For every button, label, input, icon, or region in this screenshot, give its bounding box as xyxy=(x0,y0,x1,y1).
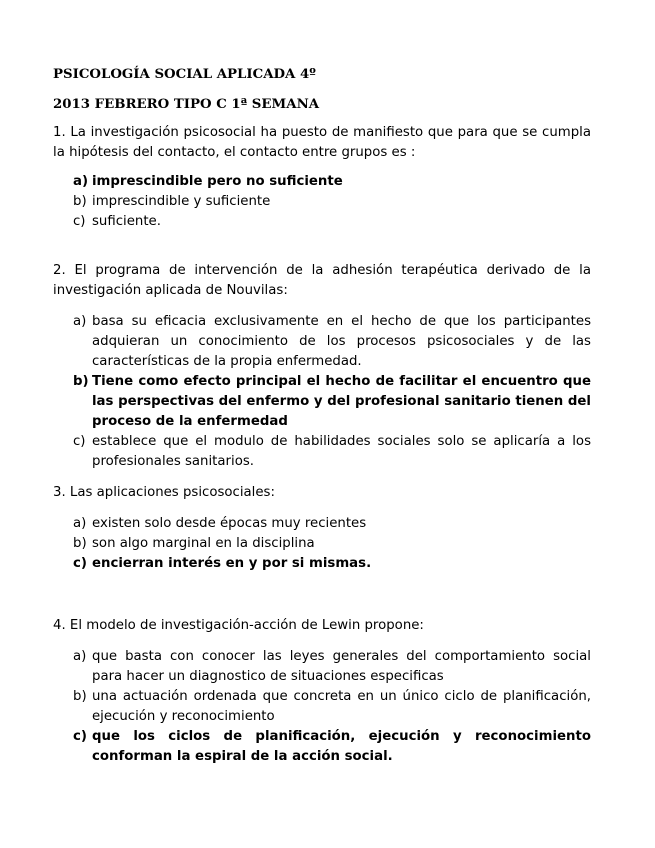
option-a xyxy=(73,172,591,192)
option-letter: c) xyxy=(73,556,87,571)
option-b xyxy=(73,687,591,727)
option-text: imprescindible pero no suficiente xyxy=(92,174,343,189)
option-letter: c) xyxy=(73,214,86,229)
option-letter: a) xyxy=(73,174,89,189)
option-letter: a) xyxy=(73,314,87,329)
option-c xyxy=(73,432,591,472)
option-b xyxy=(73,192,591,212)
question-4 xyxy=(53,616,591,767)
option-c xyxy=(73,727,591,767)
option-a xyxy=(73,312,591,372)
option-letter: b) xyxy=(73,374,89,389)
option-letter: b) xyxy=(73,194,87,209)
question-2 xyxy=(53,261,591,472)
option-letter: c) xyxy=(73,434,86,449)
option-text: que basta con conocer las leyes generales del comportamiento social para hacer un diagnostico de situaciones especificas xyxy=(92,649,591,684)
question-text: 2. El programa de intervención de la adhesión terapéutica derivado de la investigación aplicada de Nouvilas: xyxy=(53,263,591,298)
option-letter: b) xyxy=(73,536,87,551)
option-text: que los ciclos de planificación, ejecución y reconocimiento conforman la espiral de la acción social. xyxy=(92,729,591,764)
option-list xyxy=(53,312,591,472)
exam-session: 2013 FEBRERO TIPO C 1ª SEMANA xyxy=(53,97,320,112)
question-text: 1. La investigación psicosocial ha puesto de manifiesto que para que se cumpla la hipótesis del contacto, el contacto entre grupos es : xyxy=(53,125,591,160)
option-text: suficiente. xyxy=(92,214,161,229)
option-text: basa su eficacia exclusivamente en el hecho de que los participantes adquieran un conocimiento de los procesos psicosociales y de las características de la propia enfermedad. xyxy=(92,314,591,369)
option-text: imprescindible y suficiente xyxy=(92,194,271,209)
exam-page xyxy=(53,66,591,767)
option-letter: a) xyxy=(73,516,87,531)
option-text: encierran interés en y por si mismas. xyxy=(92,556,372,571)
option-list xyxy=(53,172,591,232)
option-letter: a) xyxy=(73,649,87,664)
option-text: son algo marginal en la disciplina xyxy=(92,536,315,551)
question-3 xyxy=(53,483,591,574)
option-list xyxy=(53,514,591,574)
option-letter: c) xyxy=(73,729,87,744)
option-a xyxy=(73,514,591,534)
question-text: 4. El modelo de investigación-acción de Lewin propone: xyxy=(53,618,424,633)
option-c xyxy=(73,212,591,232)
option-c xyxy=(73,554,591,574)
option-text: Tiene como efecto principal el hecho de facilitar el encuentro que las perspectivas del enfermo y del profesional sanitario tienen del proceso de la enfermedad xyxy=(92,374,591,429)
option-b xyxy=(73,534,591,554)
question-1 xyxy=(53,123,591,232)
option-text: una actuación ordenada que concreta en un único ciclo de planificación, ejecución y reconocimiento xyxy=(92,689,591,724)
option-text: existen solo desde épocas muy recientes xyxy=(92,516,367,531)
option-letter: b) xyxy=(73,689,87,704)
question-text: 3. Las aplicaciones psicosociales: xyxy=(53,485,275,500)
document-title: PSICOLOGÍA SOCIAL APLICADA 4º xyxy=(53,67,316,82)
option-text: establece que el modulo de habilidades sociales solo se aplicaría a los profesionales sanitarios. xyxy=(92,434,591,469)
option-a xyxy=(73,647,591,687)
option-b xyxy=(73,372,591,432)
option-list xyxy=(53,647,591,767)
